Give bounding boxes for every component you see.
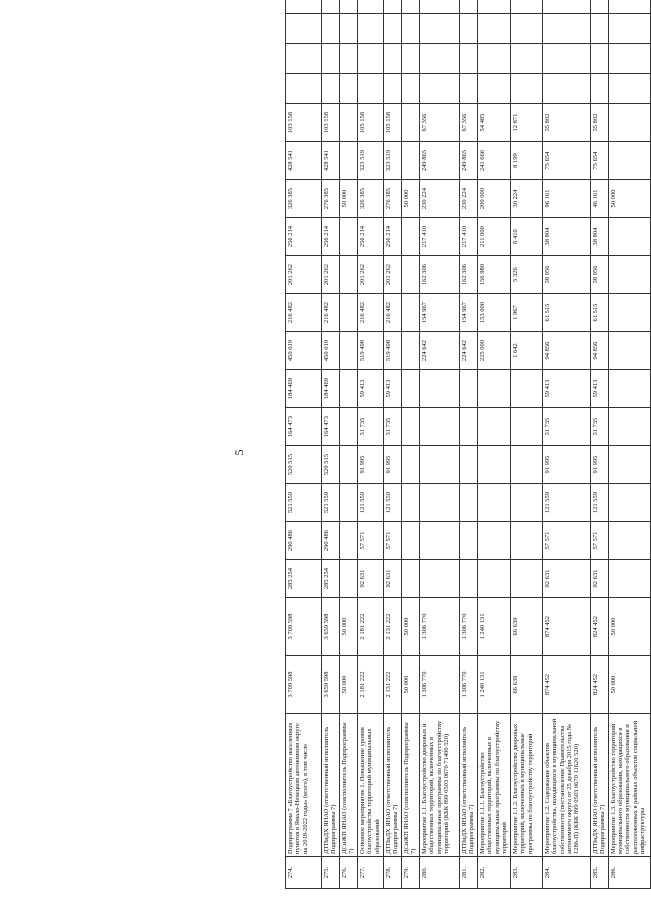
value-cell <box>339 218 357 256</box>
value-cell: 216 482 <box>383 294 401 332</box>
value-cell: 50 000 <box>608 656 650 714</box>
value-cell: 519 498 <box>383 332 401 370</box>
empty-cell <box>339 0 357 14</box>
value-cell <box>608 218 650 256</box>
value-cell: 38 956 <box>542 256 590 294</box>
value-cell: 31 735 <box>357 408 383 446</box>
value-cell: 3 659 598 <box>322 598 340 656</box>
value-cell <box>401 218 419 256</box>
value-cell <box>459 522 477 560</box>
row-name: Мероприятие 1.1.2. Благоустройство дворовых территорий, включенных в муниципальные программы по благоустройству территорий <box>510 714 542 857</box>
value-cell <box>401 484 419 522</box>
empty-cell <box>419 74 459 104</box>
empty-cell <box>383 0 401 14</box>
value-cell <box>477 560 510 598</box>
empty-cell <box>357 44 383 74</box>
row-name: ДСиЖП ЯНАО (соисполнитель Подпрограммы 7) <box>401 714 419 857</box>
empty-cell <box>322 44 340 74</box>
value-cell: 154 967 <box>419 294 459 332</box>
empty-cell <box>542 44 590 74</box>
empty-cell <box>608 74 650 104</box>
value-cell: 201 262 <box>322 256 340 294</box>
table-row <box>339 0 357 889</box>
row-number: 284. <box>542 857 590 889</box>
empty-cell <box>322 14 340 44</box>
empty-cell <box>459 44 477 74</box>
page-number: 5 <box>232 449 246 456</box>
value-cell <box>459 560 477 598</box>
row-number: 274. <box>286 857 322 889</box>
empty-cell <box>542 74 590 104</box>
value-cell: 1 240 131 <box>477 598 510 656</box>
value-cell: 249 865 <box>419 142 459 180</box>
empty-cell <box>401 14 419 44</box>
value-cell: 256 214 <box>383 218 401 256</box>
empty-cell <box>510 0 542 14</box>
empty-cell <box>608 0 650 14</box>
table-row <box>357 0 383 889</box>
value-cell <box>477 370 510 408</box>
value-cell: 285 254 <box>322 560 340 598</box>
table-row <box>419 0 459 889</box>
empty-cell <box>477 0 510 14</box>
value-cell: 92 631 <box>542 560 590 598</box>
empty-cell <box>286 14 322 44</box>
value-cell: 61 515 <box>542 294 590 332</box>
value-cell: 50 000 <box>401 656 419 714</box>
value-cell: 94 856 <box>590 332 608 370</box>
value-cell: 216 482 <box>357 294 383 332</box>
value-cell <box>339 446 357 484</box>
value-cell <box>419 370 459 408</box>
value-cell <box>401 256 419 294</box>
value-cell: 46 161 <box>590 180 608 218</box>
value-cell <box>401 370 419 408</box>
value-cell <box>459 408 477 446</box>
value-cell <box>401 142 419 180</box>
empty-cell <box>383 44 401 74</box>
value-cell: 154 967 <box>459 294 477 332</box>
empty-cell <box>608 14 650 44</box>
table-row <box>322 0 340 889</box>
row-name: Подпрограмма 7 «Благоустройство населенных пунктов в Ямало-Ненецком автономном округе на 2018-2022 годы» (всего), в том числе <box>286 714 322 857</box>
value-cell: 217 410 <box>419 218 459 256</box>
value-cell <box>419 446 459 484</box>
empty-cell <box>322 74 340 104</box>
value-cell: 874 452 <box>542 598 590 656</box>
value-cell: 276 385 <box>322 180 340 218</box>
value-cell <box>510 408 542 446</box>
value-cell: 201 262 <box>286 256 322 294</box>
value-cell: 67 356 <box>459 104 477 142</box>
value-cell <box>477 484 510 522</box>
value-cell: 31 735 <box>383 408 401 446</box>
value-cell: 184 469 <box>322 370 340 408</box>
value-cell: 217 410 <box>459 218 477 256</box>
value-cell: 428 541 <box>322 142 340 180</box>
row-number: 276. <box>339 857 357 889</box>
value-cell: 59 413 <box>542 370 590 408</box>
value-cell <box>608 446 650 484</box>
value-cell: 230 224 <box>459 180 477 218</box>
value-cell: 184 469 <box>286 370 322 408</box>
value-cell <box>608 256 650 294</box>
value-cell: 211 000 <box>477 218 510 256</box>
empty-cell <box>401 44 419 74</box>
value-cell <box>510 560 542 598</box>
value-cell: 276 385 <box>383 180 401 218</box>
value-cell: 1 306 770 <box>459 656 477 714</box>
empty-cell <box>477 14 510 44</box>
value-cell: 61 515 <box>590 294 608 332</box>
row-number: 275. <box>322 857 340 889</box>
value-cell <box>608 522 650 560</box>
value-cell: 3 659 598 <box>322 656 340 714</box>
value-cell: 57 571 <box>383 522 401 560</box>
value-cell: 3 709 598 <box>286 598 322 656</box>
value-cell <box>459 370 477 408</box>
value-cell: 59 413 <box>357 370 383 408</box>
empty-cell <box>477 44 510 74</box>
empty-cell <box>419 14 459 44</box>
value-cell: 54 485 <box>477 104 510 142</box>
value-cell: 92 631 <box>383 560 401 598</box>
row-number: 280. <box>419 857 459 889</box>
value-cell: 3 709 598 <box>286 656 322 714</box>
row-name: ДТПиДХ ЯНАО (ответственный исполнитель Подпрограммы 7) <box>590 714 608 857</box>
value-cell <box>608 294 650 332</box>
value-cell <box>608 332 650 370</box>
value-cell: 91 995 <box>590 446 608 484</box>
value-cell: 216 482 <box>286 294 322 332</box>
value-cell: 91 995 <box>542 446 590 484</box>
value-cell <box>401 522 419 560</box>
empty-cell <box>383 74 401 104</box>
value-cell: 59 413 <box>383 370 401 408</box>
value-cell: 38 956 <box>590 256 608 294</box>
value-cell <box>419 484 459 522</box>
empty-cell <box>459 14 477 44</box>
value-cell: 285 254 <box>286 560 322 598</box>
value-cell: 31 735 <box>590 408 608 446</box>
value-cell <box>419 408 459 446</box>
table-row <box>608 0 650 889</box>
value-cell: 225 000 <box>477 332 510 370</box>
table-row <box>286 0 322 889</box>
value-cell: 200 000 <box>477 180 510 218</box>
value-cell: 12 871 <box>510 104 542 142</box>
budget-table <box>285 0 651 889</box>
value-cell: 66 639 <box>510 656 542 714</box>
empty-cell <box>339 14 357 44</box>
empty-cell <box>339 44 357 74</box>
value-cell: 96 161 <box>542 180 590 218</box>
row-name: Мероприятие 1.3. Благоустройство территорий муниципального образования, находящихся в собственности муниципального образования и расположенных в районах объектов социальной инфраструктуры <box>608 714 650 857</box>
empty-cell <box>542 0 590 14</box>
value-cell <box>401 446 419 484</box>
value-cell <box>401 104 419 142</box>
value-cell: 30 224 <box>510 180 542 218</box>
empty-cell <box>542 14 590 44</box>
value-cell: 326 385 <box>357 180 383 218</box>
value-cell: 428 541 <box>286 142 322 180</box>
value-cell <box>401 408 419 446</box>
row-name: ДТПиДХ ЯНАО (ответственный исполнитель Подпрограммы 7) <box>383 714 401 857</box>
empty-cell <box>286 44 322 74</box>
value-cell <box>339 370 357 408</box>
empty-cell <box>286 74 322 104</box>
value-cell <box>477 522 510 560</box>
value-cell: 35 802 <box>542 104 590 142</box>
value-cell: 38 804 <box>590 218 608 256</box>
value-cell <box>339 560 357 598</box>
value-cell: 2 131 222 <box>383 598 401 656</box>
value-cell: 35 802 <box>590 104 608 142</box>
value-cell: 249 865 <box>459 142 477 180</box>
value-cell: 31 735 <box>542 408 590 446</box>
row-name: Мероприятие 1.2. Содержание объектов благоустройства, находящихся в муниципальной собственности (постановление Правительства автономного округа от 25 декабря 2015 года № 1286-П) (КБК 899 0503 0670 11620 520) <box>542 714 590 857</box>
value-cell: 224 642 <box>419 332 459 370</box>
value-cell: 1 306 770 <box>419 598 459 656</box>
empty-cell <box>357 14 383 44</box>
value-cell: 121 559 <box>383 484 401 522</box>
value-cell: 8 199 <box>510 142 542 180</box>
value-cell <box>477 408 510 446</box>
value-cell: 50 000 <box>608 598 650 656</box>
value-cell <box>510 446 542 484</box>
value-cell: 67 356 <box>419 104 459 142</box>
value-cell <box>339 142 357 180</box>
empty-cell <box>590 14 608 44</box>
value-cell: 1 306 770 <box>419 656 459 714</box>
value-cell: 57 571 <box>357 522 383 560</box>
value-cell <box>419 560 459 598</box>
value-cell: 91 995 <box>383 446 401 484</box>
value-cell: 256 214 <box>322 218 340 256</box>
empty-cell <box>357 0 383 14</box>
value-cell: 1 240 131 <box>477 656 510 714</box>
value-cell: 201 262 <box>357 256 383 294</box>
table-row <box>542 0 590 889</box>
value-cell <box>510 484 542 522</box>
value-cell <box>510 522 542 560</box>
empty-cell <box>419 0 459 14</box>
value-cell: 103 158 <box>286 104 322 142</box>
value-cell <box>459 484 477 522</box>
value-cell <box>608 484 650 522</box>
empty-cell <box>590 44 608 74</box>
value-cell <box>401 332 419 370</box>
value-cell <box>477 446 510 484</box>
value-cell: 50 000 <box>339 180 357 218</box>
value-cell: 6 410 <box>510 218 542 256</box>
row-number: 279. <box>401 857 419 889</box>
value-cell: 256 214 <box>286 218 322 256</box>
value-cell: 50 000 <box>608 180 650 218</box>
value-cell: 50 000 <box>401 598 419 656</box>
empty-cell <box>590 74 608 104</box>
value-cell <box>608 370 650 408</box>
value-cell: 75 654 <box>590 142 608 180</box>
value-cell: 105 158 <box>383 104 401 142</box>
empty-cell <box>286 0 322 14</box>
value-cell: 121 559 <box>357 484 383 522</box>
value-cell: 824 452 <box>590 656 608 714</box>
row-number: 286. <box>608 857 650 889</box>
value-cell: 66 639 <box>510 598 542 656</box>
value-cell <box>339 332 357 370</box>
row-number: 277. <box>357 857 383 889</box>
value-cell <box>459 446 477 484</box>
value-cell: 1 306 770 <box>459 598 477 656</box>
row-number: 278. <box>383 857 401 889</box>
value-cell: 57 571 <box>542 522 590 560</box>
value-cell: 824 452 <box>590 598 608 656</box>
value-cell: 224 642 <box>459 332 477 370</box>
value-cell: 164 473 <box>322 408 340 446</box>
value-cell <box>401 294 419 332</box>
value-cell: 521 559 <box>286 484 322 522</box>
empty-cell <box>510 74 542 104</box>
value-cell: 520 515 <box>322 446 340 484</box>
empty-cell <box>477 74 510 104</box>
value-cell <box>608 104 650 142</box>
value-cell: 519 498 <box>357 332 383 370</box>
value-cell: 57 571 <box>590 522 608 560</box>
table-row <box>459 0 477 889</box>
value-cell: 5 326 <box>510 256 542 294</box>
value-cell <box>339 522 357 560</box>
table-row <box>590 0 608 889</box>
value-cell <box>339 256 357 294</box>
value-cell: 59 413 <box>590 370 608 408</box>
empty-cell <box>590 0 608 14</box>
empty-cell <box>419 44 459 74</box>
empty-cell <box>401 0 419 14</box>
row-name: Мероприятие 1.1. Благоустройство дворовых и общественных территорий, включенных в муниципальные программы по благоустройству территорий (КБК 899 0503 0670 71490 520) <box>419 714 459 857</box>
table-row <box>401 0 419 889</box>
value-cell <box>339 408 357 446</box>
value-cell <box>339 104 357 142</box>
empty-cell <box>322 0 340 14</box>
value-cell: 91 995 <box>357 446 383 484</box>
value-cell: 2 181 222 <box>357 656 383 714</box>
row-name: ДТПиДХ ЯНАО (ответственный исполнитель Подпрограммы 7) <box>322 714 340 857</box>
value-cell: 521 559 <box>322 484 340 522</box>
table-row <box>383 0 401 889</box>
empty-cell <box>383 14 401 44</box>
empty-cell <box>510 14 542 44</box>
value-cell: 256 214 <box>357 218 383 256</box>
empty-cell <box>357 74 383 104</box>
value-cell: 290 486 <box>322 522 340 560</box>
row-name: ДТПиДХ ЯНАО (ответственный исполнитель Подпрограммы 7) <box>459 714 477 857</box>
value-cell: 201 262 <box>383 256 401 294</box>
value-cell: 162 306 <box>459 256 477 294</box>
value-cell: 121 559 <box>542 484 590 522</box>
value-cell: 162 306 <box>419 256 459 294</box>
value-cell <box>339 294 357 332</box>
row-name: Мероприятие 1.1.1. Благоустройство общественных территорий, включенных в муниципальные программы по благоустройству территорий <box>477 714 510 857</box>
value-cell: 38 804 <box>542 218 590 256</box>
value-cell: 2 131 222 <box>383 656 401 714</box>
value-cell <box>401 560 419 598</box>
value-cell: 2 181 222 <box>357 598 383 656</box>
value-cell: 450 019 <box>322 332 340 370</box>
value-cell: 75 654 <box>542 142 590 180</box>
value-cell: 241 666 <box>477 142 510 180</box>
row-number: 282. <box>477 857 510 889</box>
value-cell: 323 519 <box>383 142 401 180</box>
value-cell <box>608 142 650 180</box>
value-cell: 105 158 <box>357 104 383 142</box>
value-cell: 50 000 <box>339 656 357 714</box>
value-cell: 216 482 <box>322 294 340 332</box>
row-number: 281. <box>459 857 477 889</box>
value-cell: 1 967 <box>510 294 542 332</box>
row-number: 285. <box>590 857 608 889</box>
value-cell <box>608 408 650 446</box>
value-cell: 450 019 <box>286 332 322 370</box>
value-cell <box>419 522 459 560</box>
table-row <box>510 0 542 889</box>
value-cell: 290 486 <box>286 522 322 560</box>
value-cell: 50 000 <box>339 598 357 656</box>
empty-cell <box>459 74 477 104</box>
value-cell: 520 515 <box>286 446 322 484</box>
value-cell: 121 559 <box>590 484 608 522</box>
empty-cell <box>401 74 419 104</box>
value-cell: 230 224 <box>419 180 459 218</box>
value-cell: 874 452 <box>542 656 590 714</box>
value-cell: 1 642 <box>510 332 542 370</box>
value-cell: 156 980 <box>477 256 510 294</box>
value-cell: 92 631 <box>357 560 383 598</box>
value-cell: 153 000 <box>477 294 510 332</box>
value-cell: 92 631 <box>590 560 608 598</box>
empty-cell <box>459 0 477 14</box>
value-cell: 103 158 <box>322 104 340 142</box>
value-cell <box>608 560 650 598</box>
value-cell: 323 519 <box>357 142 383 180</box>
empty-cell <box>339 74 357 104</box>
row-name: ДСиЖП ЯНАО (соисполнитель Подпрограммы 7) <box>339 714 357 857</box>
value-cell: 50 000 <box>401 180 419 218</box>
table-row <box>477 0 510 889</box>
value-cell <box>339 484 357 522</box>
value-cell: 164 473 <box>286 408 322 446</box>
value-cell: 94 856 <box>542 332 590 370</box>
value-cell: 326 385 <box>286 180 322 218</box>
empty-cell <box>510 44 542 74</box>
row-number: 283. <box>510 857 542 889</box>
value-cell <box>510 370 542 408</box>
row-name: Основное мероприятие 1. Повышение уровня благоустройства территорий муниципальных образований <box>357 714 383 857</box>
empty-cell <box>608 44 650 74</box>
